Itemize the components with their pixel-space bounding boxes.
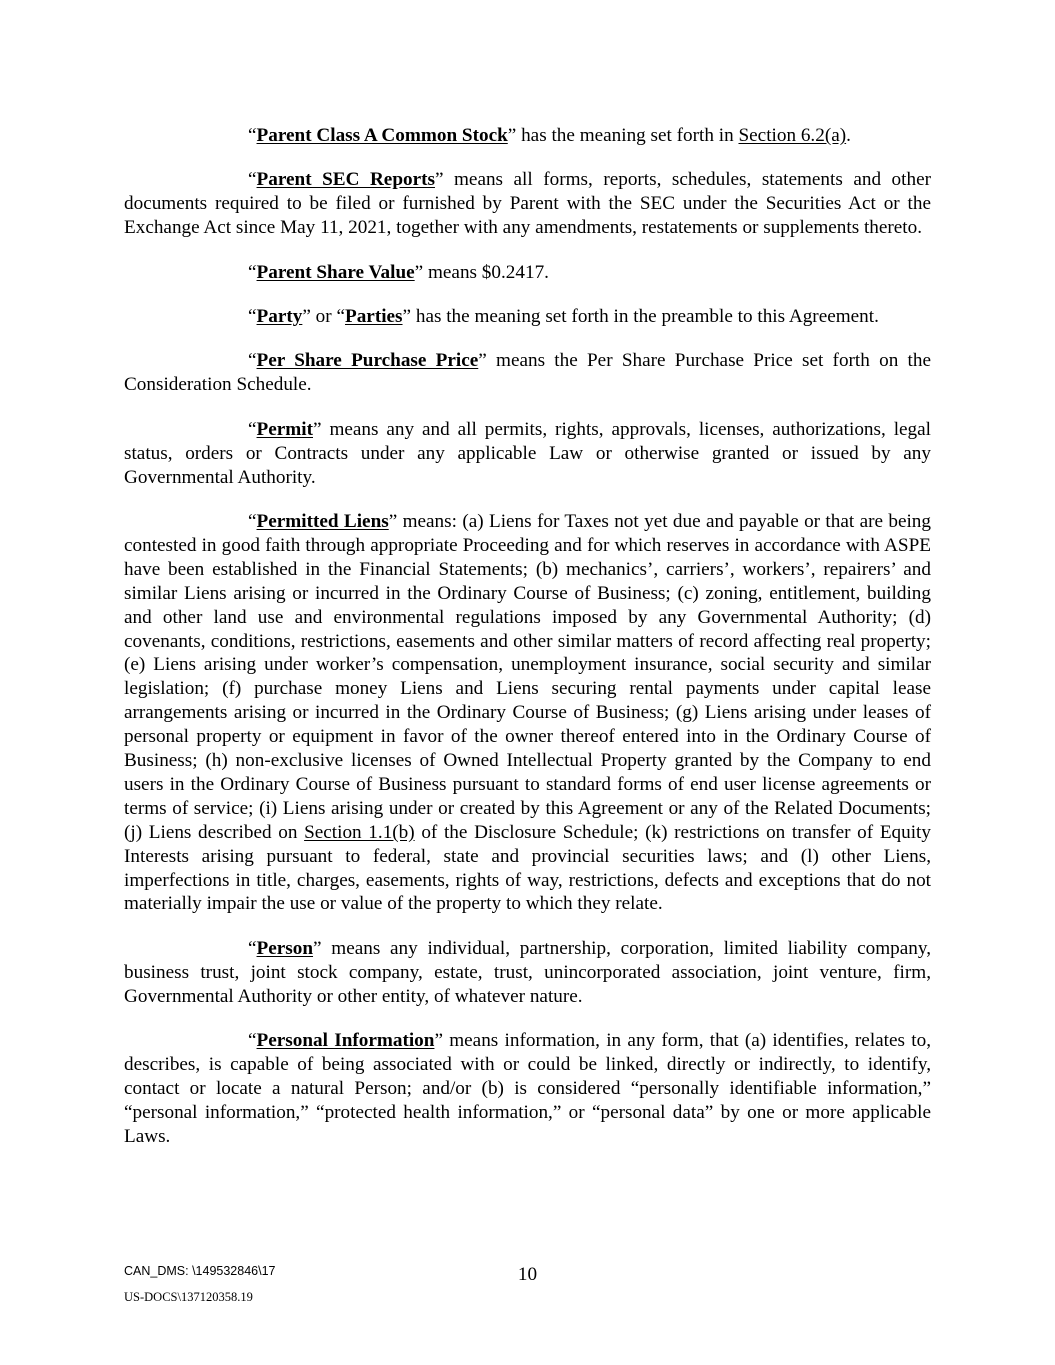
definition-text: “ (248, 306, 257, 328)
definition-permitted-liens (124, 510, 931, 916)
defined-term: Party (256, 306, 303, 328)
definition-text: “ (248, 937, 257, 959)
defined-term: Parties (344, 306, 403, 328)
definition-text: ” means any and all permits, rights, approvals, licenses, authorizations, legal status, orders or Contracts under any applicable Law or otherwise granted or issued by any Governmental Authority. (124, 418, 931, 488)
page-number: 10 (517, 1264, 538, 1285)
definition-text: ” or “ (302, 306, 345, 328)
definition-per-share-purchase-price (124, 349, 931, 397)
defined-term: Parent Class A Common Stock (256, 125, 508, 146)
definition-parent-sec-reports (124, 168, 931, 240)
definition-text: ” means $0.2417. (414, 261, 549, 283)
definition-party (124, 305, 931, 329)
definition-text: “ (248, 510, 257, 532)
definition-text: “ (248, 169, 257, 191)
defined-term: Permitted Liens (256, 510, 389, 532)
definition-permit (124, 418, 931, 490)
definition-text: “ (248, 1030, 257, 1052)
definition-text: ” has the meaning set forth in the preamble to this Agreement. (402, 306, 879, 328)
definition-text: ” means: (a) Liens for Taxes not yet due and payable or that are being contested in good faith through appropriate Proceeding and for which reserves in accordance with ASPE have been established in the Financial Statements; (b) mechanics’, carriers’, workers’, repairers’ and similar Liens arising or incurred in the Ordinary Course of Business; (c) zoning, entitlement, building and other land use and environmental regulations imposed by any Governmental Authority; (d) covenants, conditions, restrictions, easements and other similar matters of record affecting real property; (e) Liens arising under worker’s compensation, unemployment insurance, social security and similar legislation; (f) purchase money Liens and Liens securing rental payments under capital lease arrangements arising or incurred in the Ordinary Course of Business; (g) Liens arising under leases of personal property or equipment in favor of the owner thereof entered into in the Ordinary Course of Business; (h) non-exclusive licenses of Owned Intellectual Property granted by the Company to end users in the Ordinary Course of Business pursuant to standard forms of end user license agreements or terms of service; (i) Liens arising under or created by this Agreement or any of the Related Documents; (j) Liens described on (124, 510, 931, 843)
definition-personal-information (124, 1029, 931, 1149)
definition-text: “ (248, 261, 257, 283)
definition-person (124, 937, 931, 1009)
defined-term: Parent SEC Reports (256, 169, 435, 191)
footer-doc-id-can: CAN_DMS: \149532846\17 (124, 1264, 276, 1278)
section-reference: Section 6.2(a) (738, 125, 847, 146)
section-reference: Section 1.1(b) (304, 821, 415, 843)
defined-term: Person (256, 937, 314, 959)
definition-text: ” means all forms, reports, schedules, statements and other documents required to be filed or furnished by Parent with the SEC under the Securities Act or the Exchange Act since May 11, 2021, together with any amendments, restatements or supplements thereto. (124, 169, 931, 239)
definition-text: . (846, 125, 851, 146)
definition-parent-class-a-common-stock (124, 124, 931, 148)
definition-text: “ (248, 350, 257, 372)
definition-parent-share-value (124, 261, 931, 285)
defined-term: Per Share Purchase Price (256, 350, 479, 372)
defined-term: Personal Information (256, 1030, 435, 1052)
defined-term: Permit (256, 418, 313, 440)
definition-text: “ (248, 125, 257, 146)
definition-text: ” means any individual, partnership, corporation, limited liability company, business trust, joint stock company, estate, trust, unincorporated association, joint venture, firm, Governmental Authority or other entity, of whatever nature. (124, 937, 931, 1007)
definition-text: ” has the meaning set forth in (507, 125, 739, 146)
definition-text: of the Disclosure Schedule; (k) restrictions on transfer of Equity Interests arising pursuant to federal, state and provincial securities laws; and (l) other Liens, imperfections in title, charges, easements, rights of way, restrictions, defects and exceptions that do not materially impair the use or value of the property to which they relate. (124, 821, 931, 915)
footer-doc-id-us: US-DOCS\137120358.19 (124, 1290, 253, 1304)
document-body (124, 124, 931, 1169)
definition-text: ” means the Per Share Purchase Price set forth on the Consideration Schedule. (124, 350, 931, 396)
definition-text: “ (248, 418, 257, 440)
defined-term: Parent Share Value (256, 261, 415, 283)
definition-text: ” means information, in any form, that (a) identifies, relates to, describes, is capable of being associated with or could be linked, directly or indirectly, to identify, contact or locate a natural Person; and/or (b) is considered “personally identifiable information,” “personal information,” “protected health information,” or “personal data” by one or more applicable Laws. (124, 1030, 931, 1147)
